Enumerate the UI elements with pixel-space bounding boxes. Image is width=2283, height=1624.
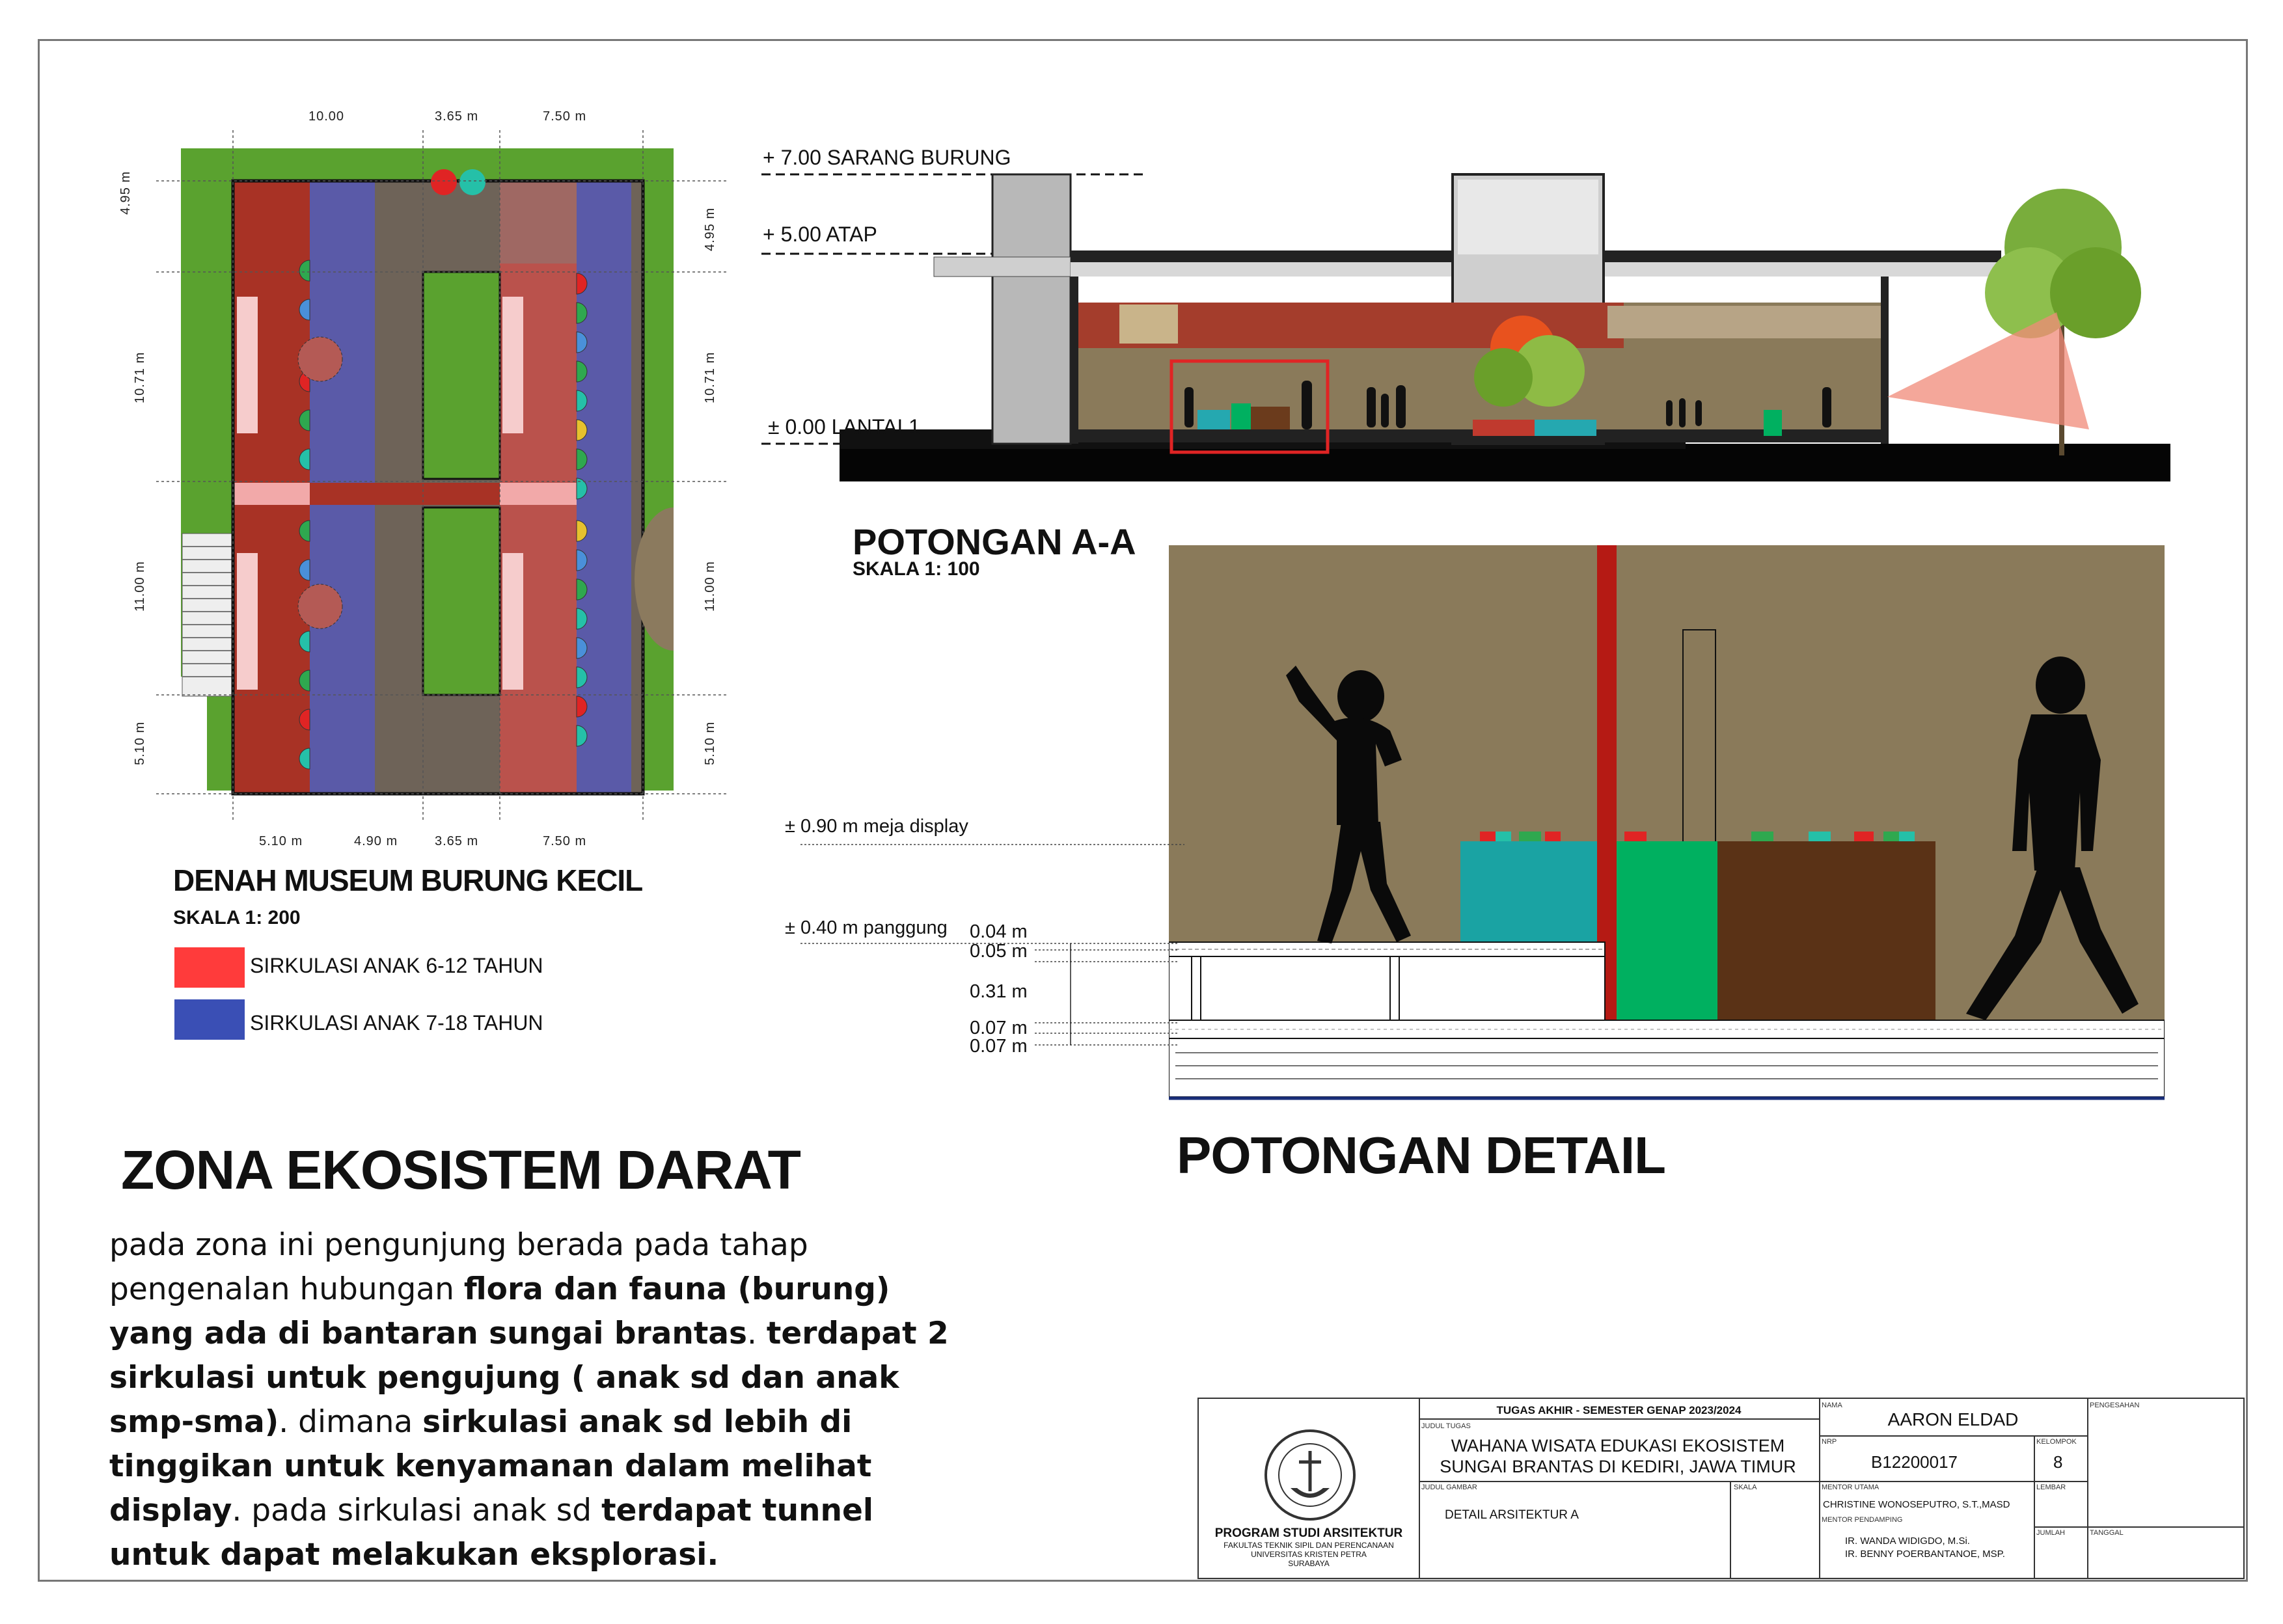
plan-dim-left-1: 4.95 m [118,170,133,215]
section-aa [755,143,2187,508]
plan-dim-left-4: 5.10 m [133,721,147,765]
tb-pengesahan-label: PENGESAHAN [2090,1401,2140,1409]
tb-lembar-label: LEMBAR [2036,1483,2066,1491]
detail-dim-004: 0.04 m [970,921,1028,942]
legend-swatch-red [174,947,245,988]
tb-skala-label: SKALA [1734,1483,1757,1491]
tb-judul-gambar-label: JUDUL GAMBAR [1421,1483,1477,1491]
plan-dim-bottom-2: 4.90 m [354,834,398,848]
zone-description [109,1223,962,1577]
tb-pendamping-1: IR. WANDA WIDIGDO, M.Si. [1845,1536,1970,1547]
tb-judul-tugas-label: JUDUL TUGAS [1421,1422,1471,1430]
plan-dim-right-4: 5.10 m [703,721,717,765]
tb-jumlah-label: JUMLAH [2036,1529,2066,1537]
zone-bold-3: sirkulasi anak sd lebih di tinggikan untuk kenyamanan dalam melihat display [109,1404,872,1528]
tb-kelompok: 8 [2053,1452,2063,1472]
zone-title: ZONA EKOSISTEM DARAT [121,1139,800,1200]
tb-faculty-3: SURABAYA [1288,1559,1330,1568]
legend-label-blue: SIRKULASI ANAK 7-18 TAHUN [250,1011,543,1035]
plan-dim-left-3: 11.00 m [133,561,147,612]
section-detail-drawing [1169,545,2165,1105]
zone-bold-2: terdapat 2 sirkulasi untuk pengujung ( anak sd dan anak smp-sma) [109,1316,949,1440]
plan-dim-bottom-4: 7.50 m [543,834,587,848]
section-detail [1169,545,2165,1105]
zone-text-1: pada zona ini pengunjung berada pada tahap pengenalan hubungan [109,1227,808,1307]
tb-nama-label: NAMA [1822,1401,1842,1409]
section-aa-drawing [755,143,2187,508]
plan-title: DENAH MUSEUM BURUNG KECIL [173,863,643,897]
tb-mentor: CHRISTINE WONOSEPUTRO, S.T.,MASD [1823,1499,2010,1510]
zone-text-4: . pada sirkulasi anak sd [232,1493,602,1528]
plan-dim-top-2: 3.65 m [435,109,479,124]
plan-dim-right-2: 10.71 m [703,351,717,403]
title-block [1197,1398,2245,1579]
floor-plan [156,104,742,833]
tb-nama: AARON ELDAD [1887,1409,2019,1429]
plan-dim-top-3: 7.50 m [543,109,587,124]
tb-pengesahan-cell [2087,1399,2243,1578]
tb-tanggal-label: TANGGAL [2090,1529,2124,1537]
section-detail-title: POTONGAN DETAIL [1177,1126,1665,1184]
university-seal-icon [1261,1426,1359,1524]
zone-text-2: . [746,1316,767,1351]
detail-dim-007a: 0.07 m [970,1018,1028,1038]
tb-tugas: TUGAS AKHIR - SEMESTER GENAP 2023/2024 [1496,1404,1742,1416]
tb-kelompok-label: KELOMPOK [2036,1438,2077,1446]
level-atap: + 5.00 ATAP [763,223,877,246]
plan-dim-right-3: 11.00 m [703,561,717,612]
detail-label-meja: ± 0.90 m meja display [785,816,968,837]
zone-bold-1: flora dan fauna (burung) yang ada di bantaran sungai brantas [109,1271,890,1351]
tb-logo-cell [1199,1399,1420,1578]
floor-plan-drawing [156,104,742,833]
plan-dim-bottom-3: 3.65 m [435,834,479,848]
tb-mentor-label: MENTOR UTAMA [1822,1483,1880,1491]
detail-dim-005: 0.05 m [970,941,1028,962]
tb-faculty-2: UNIVERSITAS KRISTEN PETRA [1251,1550,1367,1559]
tb-pendamping-2: IR. BENNY POERBANTANOE, MSP. [1845,1549,2005,1560]
tb-faculty-1: FAKULTAS TEKNIK SIPIL DAN PERENCANAAN [1224,1541,1394,1550]
tb-judul-cell [1419,1399,1820,1578]
plan-scale: SKALA 1: 200 [173,907,301,928]
tb-judul-tugas: WAHANA WISATA EDUKASI EKOSISTEM SUNGAI BRANTAS DI KEDIRI, JAWA TIMUR [1440,1436,1796,1476]
plan-dim-right-1: 4.95 m [703,207,717,251]
detail-dim-007b: 0.07 m [970,1036,1028,1057]
plan-dim-top-1: 10.00 [308,109,345,124]
tb-program: PROGRAM STUDI ARSITEKTUR [1214,1526,1403,1540]
legend-swatch-blue [174,999,245,1040]
legend-label-red: SIRKULASI ANAK 6-12 TAHUN [250,954,543,977]
tb-nama-cell [1819,1399,2088,1578]
detail-dim-031: 0.31 m [970,981,1028,1002]
section-aa-title: POTONGAN A-A [853,521,1136,562]
plan-dim-left-2: 10.71 m [133,351,147,403]
zone-text-3: . dimana [279,1404,423,1440]
level-sarang-burung: + 7.00 SARANG BURUNG [763,146,1011,169]
tb-nrp: B12200017 [1871,1452,1958,1472]
tb-judul-gambar: DETAIL ARSITEKTUR A [1445,1508,1579,1522]
detail-label-panggung: ± 0.40 m panggung [785,917,948,938]
tb-nrp-label: NRP [1822,1438,1837,1446]
section-aa-scale: SKALA 1: 100 [853,558,980,580]
plan-dim-bottom-1: 5.10 m [259,834,303,848]
tb-pendamping-label: MENTOR PENDAMPING [1822,1516,1903,1524]
level-lantai-1: ± 0.00 LANTAI 1 [768,415,920,439]
zone-bold-4: terdapat tunnel untuk dapat melakukan eksplorasi. [109,1493,873,1573]
